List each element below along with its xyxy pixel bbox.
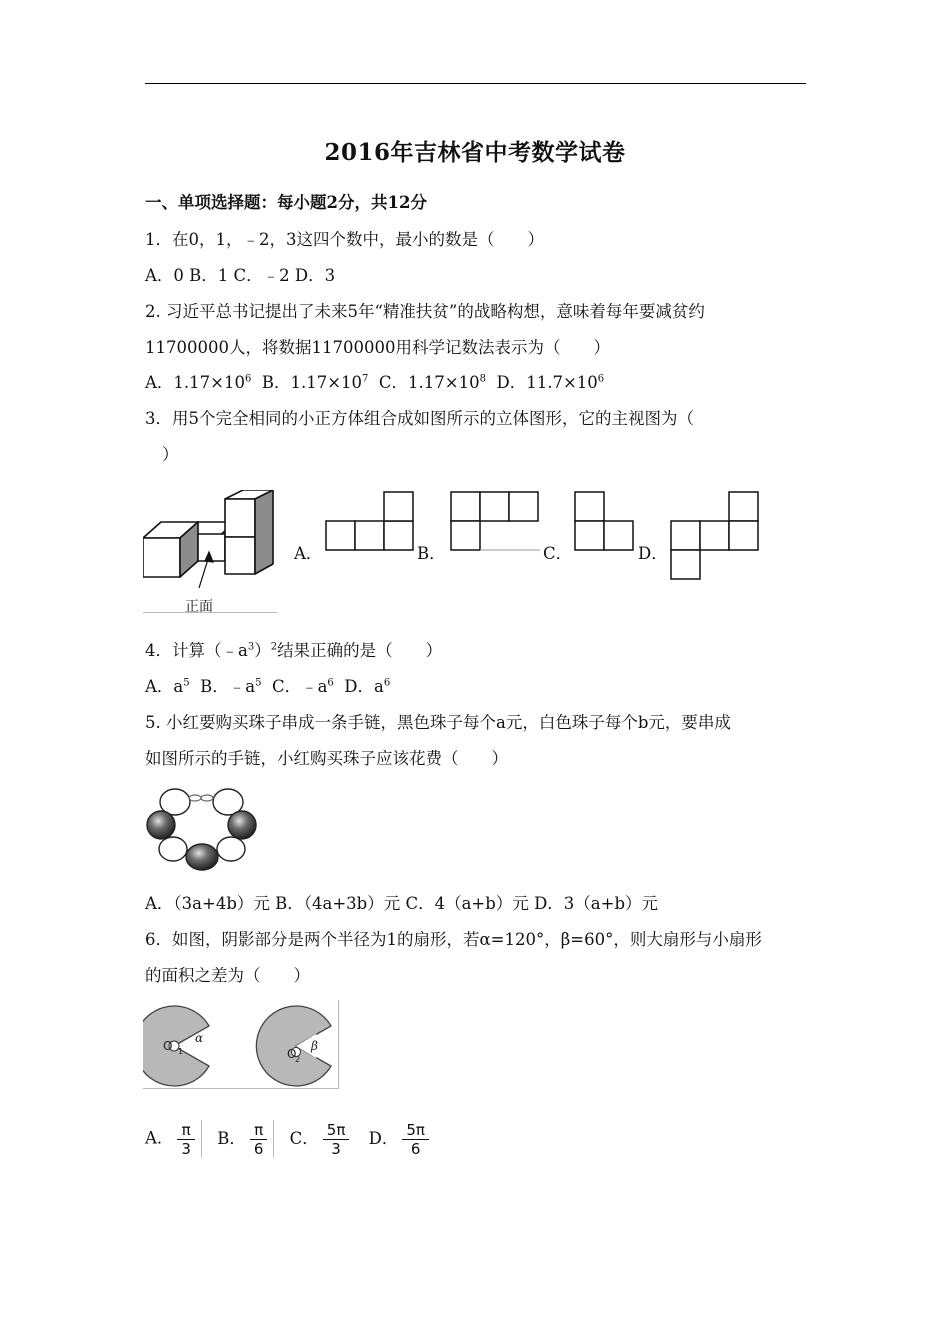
bracelet-clasp <box>189 795 213 801</box>
q4-stem-exp1: 3 <box>247 641 255 653</box>
cube-solid-figure <box>143 490 278 615</box>
q6-option-b-fraction: $\frac{\pi}{6}$ <box>250 1121 268 1158</box>
q4-option-c-exp: 6 <box>327 677 334 689</box>
q2-option-a-exp: 6 <box>244 373 252 385</box>
q3-option-b-view <box>448 490 542 554</box>
o1-subscript: 1 <box>178 1047 184 1056</box>
q4-stem <box>145 637 442 661</box>
q3-option-d-view <box>668 490 762 582</box>
q4-stem-pre: 4．计算（﹣a <box>145 641 248 660</box>
q4-options <box>145 673 390 697</box>
q2-option-c-exp: 8 <box>479 373 486 385</box>
sectors-figure <box>143 1000 341 1090</box>
q3-option-c-view <box>572 490 638 554</box>
white-bead <box>217 837 245 861</box>
q2-option-d-exp: 6 <box>597 373 605 385</box>
q2-option-d: D．11.7×10 <box>485 373 598 392</box>
q2-option-c: C．1.17×10 <box>368 373 480 392</box>
small-sector <box>256 1006 331 1086</box>
figure-frame-bottom <box>143 1088 339 1089</box>
q6-option-d-label: D． <box>368 1128 399 1148</box>
q5-options: A．（3a+4b）元 B．（4a+3b）元 C．4（a+b）元 D．3（a+b）元 <box>145 894 659 913</box>
q2-stem-line2: 11700000人，将数据11700000用科学记数法表示为（ ） <box>145 338 610 357</box>
q1-stem: 1．在0，1，﹣2，3这四个数中，最小的数是（ ） <box>145 230 544 249</box>
q6-options <box>145 1120 433 1158</box>
q3-option-d-label: D． <box>638 544 668 563</box>
tall-column-side <box>255 490 273 574</box>
q2-options <box>145 369 604 393</box>
q4-option-c: C．﹣a <box>261 677 328 696</box>
q4-option-a: A．a <box>145 677 184 696</box>
q6-option-a-fraction: $\frac{\pi}{3}$ <box>177 1121 195 1158</box>
q4-stem-post: 结果正确的是（ ） <box>277 641 443 660</box>
black-bead <box>147 811 175 839</box>
q4-option-a-exp: 5 <box>183 677 190 689</box>
q3-stem-line2: ） <box>162 445 179 464</box>
cube4-front <box>225 499 255 537</box>
q2-option-b-exp: 7 <box>362 373 369 385</box>
q6-option-a-label: A． <box>145 1128 174 1148</box>
front-label: 正面 <box>185 599 213 615</box>
figure-frame-right <box>338 1000 339 1089</box>
q4-stem-exp2: 2 <box>270 641 278 653</box>
q6-option-c-label: C． <box>289 1128 319 1148</box>
q5-stem-line1: 5. 小红要购买珠子串成一条手链，黑色珠子每个a元，白色珠子每个b元，要串成 <box>145 713 731 732</box>
exam-title: 2016年吉林省中考数学试卷 <box>324 139 626 166</box>
q6-option-b-label: B． <box>217 1128 246 1148</box>
q3-option-c-label: C． <box>543 544 573 563</box>
o2-label: O <box>287 1047 297 1061</box>
header-rule <box>145 83 806 84</box>
q4-option-b: B．﹣a <box>189 677 256 696</box>
q6-option-d-fraction: $\frac{5\pi}{6}$ <box>402 1121 429 1158</box>
cube3-front <box>225 537 255 574</box>
q6-stem-line1: 6．如图，阴影部分是两个半径为1的扇形，若α=120°，β=60°，则大扇形与小扇形 <box>145 930 762 949</box>
q3-option-a-view <box>323 490 417 554</box>
section-heading: 一、单项选择题：每小题2分，共12分 <box>145 193 427 212</box>
q4-stem-mid: ） <box>254 641 271 660</box>
q2-option-a: A．1.17×10 <box>145 373 245 392</box>
q4-option-d-exp: 6 <box>383 677 391 689</box>
q4-option-d: D．a <box>333 677 384 696</box>
q6-option-c-fraction: $\frac{5\pi}{3}$ <box>323 1121 350 1158</box>
q4-option-b-exp: 5 <box>255 677 262 689</box>
q3-option-b-label: B． <box>417 544 446 563</box>
bracelet-figure <box>143 780 263 872</box>
cube1-front <box>143 538 180 577</box>
q6-stem-line2: 的面积之差为（ ） <box>145 966 310 985</box>
q2-stem-line1: 2. 习近平总书记提出了未来5年“精准扶贫”的战略构想，意味着每年要减贫约 <box>145 302 705 321</box>
q1-options: A．0 B．1 C．﹣2 D．3 <box>145 266 336 285</box>
beta-label: β <box>311 1039 318 1053</box>
q3-option-a-label: A． <box>294 544 323 563</box>
alpha-label: α <box>195 1031 204 1045</box>
black-bead <box>228 811 256 839</box>
black-bead <box>186 844 218 870</box>
o1-label: O <box>163 1039 173 1053</box>
q5-stem-line2: 如图所示的手链，小红购买珠子应该花费（ ） <box>145 749 508 768</box>
white-bead <box>159 837 187 861</box>
q3-stem-line1: 3．用5个完全相同的小正方体组合成如图所示的立体图形，它的主视图为（ <box>145 409 694 428</box>
q2-option-b: B．1.17×10 <box>251 373 363 392</box>
o2-subscript: 2 <box>295 1055 301 1064</box>
